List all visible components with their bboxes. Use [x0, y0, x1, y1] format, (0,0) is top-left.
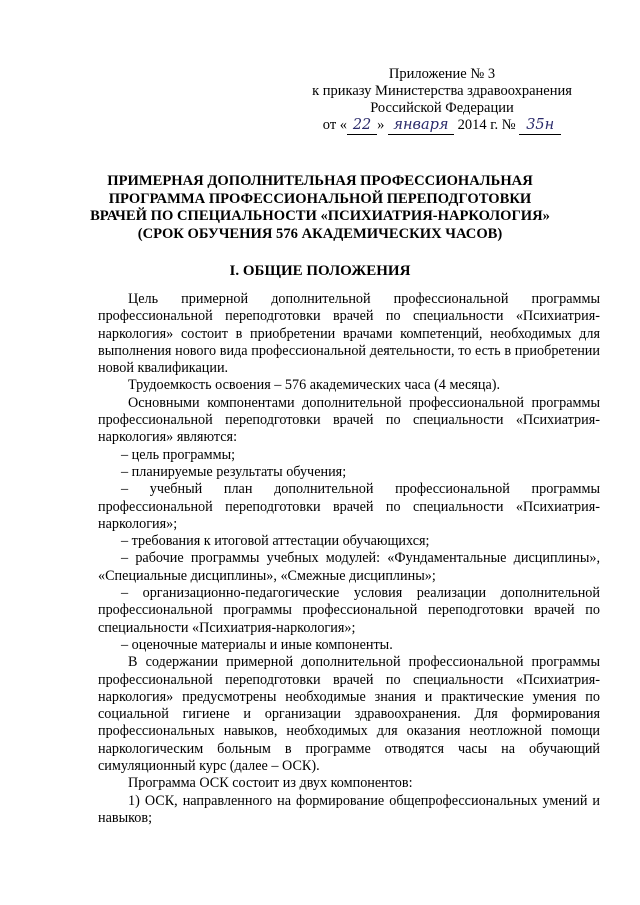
paragraph-workload: Трудоемкость освоения – 576 академических часа (4 месяца).: [128, 377, 501, 394]
paragraph-osk-item: 1) ОСК, направленного на формирование общепрофессиональных умений и навыков;: [98, 792, 600, 826]
date-prefix: от «: [322, 117, 348, 133]
list-item: – учебный план дополнительной профессиональной программы профессиональной переподготовки врачей по специальности «Психиатрия-наркология»;: [98, 481, 600, 532]
list-item: – планируемые результаты обучения;: [121, 463, 347, 480]
handwritten-month: января: [388, 117, 454, 135]
appendix-number: Приложение № 3: [388, 66, 496, 82]
title-line-2: ПРОГРАММА ПРОФЕССИОНАЛЬНОЙ ПЕРЕПОДГОТОВКИ: [108, 190, 532, 207]
document-title: [80, 173, 560, 243]
title-line-4: (СРОК ОБУЧЕНИЯ 576 АКАДЕМИЧЕСКИХ ЧАСОВ): [137, 225, 503, 242]
document-body: [98, 291, 600, 827]
appendix-order-line: к приказу Министерства здравоохранения: [312, 83, 572, 99]
title-line-3: ВРАЧЕЙ ПО СПЕЦИАЛЬНОСТИ «ПСИХИАТРИЯ-НАРКОЛОГИЯ»: [90, 208, 550, 224]
paragraph-goal: Цель примерной дополнительной профессиональной программы профессиональной переподготовки врачей по специальности «Психиатрия-наркология» состоит в приобретении врачами компетенций, необходимых для выполнения нового вида профессиональной деятельности, то есть в приобретении новой квалификации.: [98, 291, 600, 377]
date-mid: »: [377, 117, 385, 133]
appendix-country: Российской Федерации: [370, 100, 514, 116]
appendix-date-line: [292, 117, 592, 135]
list-item: – организационно-педагогические условия реализации дополнительной профессиональной программы профессиональной переподготовки врачей по специальности «Психиатрия-наркология»;: [98, 585, 600, 636]
year-text: 2014 г. №: [457, 117, 516, 133]
paragraph-content: В содержании примерной дополнительной профессиональной программы профессиональной переподготовки врачей по специальности «Психиатрия-наркология» предусмотрены необходимые знания и практические умения по социальной гигиене и организации здравоохранения. Для формирования профессиональных навыков, необходимых для оказания неотложной помощи наркологическим больным в программе отводятся часы на обучающий симуляционный курс (далее – ОСК).: [98, 654, 600, 775]
handwritten-number: 35н: [519, 117, 561, 135]
list-item: – цель программы;: [121, 446, 236, 463]
handwritten-day: 22: [347, 117, 377, 135]
section-heading: I. ОБЩИЕ ПОЛОЖЕНИЯ: [229, 263, 411, 279]
paragraph-components-intro: Основными компонентами дополнительной профессиональной программы профессиональной переподготовки врачей по специальности «Психиатрия-наркология» являются:: [98, 394, 600, 446]
paragraph-osk-intro: Программа ОСК состоит из двух компонентов:: [128, 775, 413, 792]
title-line-1: ПРИМЕРНАЯ ДОПОЛНИТЕЛЬНАЯ ПРОФЕССИОНАЛЬНАЯ: [107, 173, 533, 189]
appendix-header: [292, 66, 592, 135]
list-item: – рабочие программы учебных модулей: «Фундаментальные дисциплины», «Специальные дисциплины», «Смежные дисциплины»;: [98, 550, 600, 584]
list-item: – требования к итоговой аттестации обучающихся;: [121, 533, 430, 550]
list-item: – оценочные материалы и иные компоненты.: [121, 636, 393, 653]
